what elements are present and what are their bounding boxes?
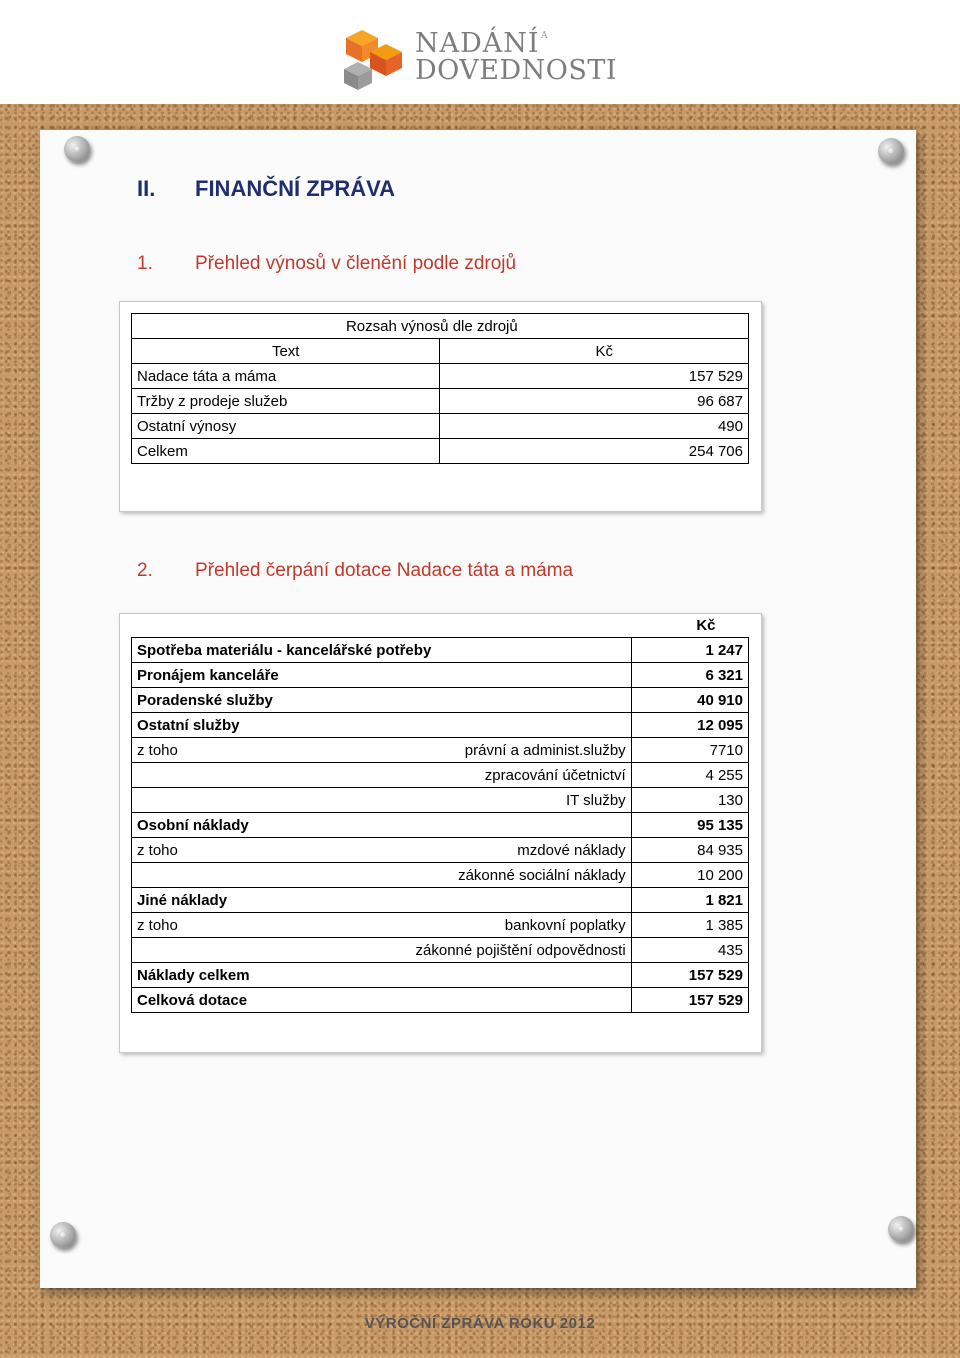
row-value: 6 321 — [631, 663, 748, 688]
row-label-cell — [132, 638, 632, 663]
section-title — [137, 176, 395, 202]
row-label-cell — [132, 938, 632, 963]
table-row — [132, 888, 749, 913]
row-label-cell — [132, 763, 632, 788]
row-label: Spotřeba materiálu - kancelářské potřeby — [137, 641, 432, 659]
table-row — [132, 439, 749, 464]
table-row — [132, 763, 749, 788]
pin-icon — [64, 136, 90, 162]
row-label-cell — [132, 863, 632, 888]
row-value: 40 910 — [631, 688, 748, 713]
table-row — [132, 663, 749, 688]
row-label-cell — [132, 663, 632, 688]
table-row — [132, 788, 749, 813]
row-label: Náklady celkem — [137, 966, 250, 984]
row-sublabel: mzdové náklady — [517, 841, 626, 859]
table-row — [132, 713, 749, 738]
row-value: 4 255 — [631, 763, 748, 788]
subsection-2-title — [137, 560, 573, 582]
row-sublabel: bankovní poplatky — [504, 916, 626, 934]
row-value: 254 706 — [440, 439, 749, 464]
row-value: 157 529 — [440, 364, 749, 389]
revenue-table — [131, 313, 749, 464]
table-row — [132, 364, 749, 389]
table-row — [132, 738, 749, 763]
subsection-2-text: Přehled čerpání dotace Nadace táta a máma — [195, 560, 574, 581]
footer-text: VÝROČNÍ ZPRÁVA ROKU 2012 — [364, 1315, 596, 1332]
row-value: 12 095 — [631, 713, 748, 738]
subsection-1-title — [137, 253, 516, 275]
row-value: 1 247 — [631, 638, 748, 663]
pin-icon — [888, 1216, 914, 1242]
grant-usage-table — [131, 613, 749, 1013]
row-label-cell — [132, 738, 632, 763]
revenue-table-title: Rozsah výnosů dle zdrojů — [440, 314, 749, 339]
row-value: 435 — [631, 938, 748, 963]
table-row — [132, 838, 749, 863]
row-sublabel: zákonné sociální náklady — [458, 866, 626, 884]
col-header-text: Text — [132, 339, 440, 364]
table-row — [132, 913, 749, 938]
row-label: Ostatní služby — [137, 716, 240, 734]
table-row — [132, 938, 749, 963]
table-row — [132, 813, 749, 838]
row-label: Nadace táta a máma — [132, 364, 440, 389]
row-value: 96 687 — [440, 389, 749, 414]
row-label: Pronájem kanceláře — [137, 666, 279, 684]
col-header-kc: Kč — [440, 339, 749, 364]
table-row — [132, 638, 749, 663]
row-label: Celkem — [132, 439, 440, 464]
logo-line2: DOVEDNOSTI — [415, 55, 618, 86]
table-row — [132, 389, 749, 414]
row-label: z toho — [137, 841, 178, 859]
row-label-cell — [132, 913, 632, 938]
row-sublabel: právní a administ.služby — [464, 741, 626, 759]
row-value: 1 821 — [631, 888, 748, 913]
section-title-text: FINANČNÍ ZPRÁVA — [195, 176, 396, 201]
row-label: Ostatní výnosy — [132, 414, 440, 439]
row-value: 490 — [440, 414, 749, 439]
row-label: z toho — [137, 916, 178, 934]
row-value: 157 529 — [631, 988, 748, 1013]
row-sublabel: zpracování účetnictví — [484, 766, 626, 784]
row-label: Tržby z prodeje služeb — [132, 389, 440, 414]
logo-line1: NADÁNÍ — [415, 28, 540, 59]
row-value: 84 935 — [631, 838, 748, 863]
header — [0, 0, 960, 104]
logo-superscript: A — [541, 31, 548, 41]
row-label-cell — [132, 988, 632, 1013]
row-label: Osobní náklady — [137, 816, 249, 834]
row-value: 130 — [631, 788, 748, 813]
subsection-1-number: 1. — [137, 253, 153, 274]
col-header-kc: Kč — [696, 616, 716, 634]
table-row — [132, 414, 749, 439]
table-row — [132, 863, 749, 888]
table-row — [132, 988, 749, 1013]
row-label-cell — [132, 688, 632, 713]
pin-icon — [878, 138, 904, 164]
subsection-1-text: Přehled výnosů v členění podle zdrojů — [195, 253, 517, 274]
row-label-cell — [132, 713, 632, 738]
row-value: 10 200 — [631, 863, 748, 888]
row-sublabel: IT služby — [565, 791, 626, 809]
row-label: Jiné náklady — [137, 891, 228, 909]
row-label-cell — [132, 963, 632, 988]
logo-text — [415, 30, 617, 84]
table-row — [132, 688, 749, 713]
pin-icon — [50, 1222, 76, 1248]
row-value: 7710 — [631, 738, 748, 763]
row-label-cell — [132, 838, 632, 863]
logo-cubes-icon — [340, 26, 410, 92]
section-number: II. — [137, 176, 156, 201]
row-label: Poradenské služby — [137, 691, 273, 709]
row-value: 157 529 — [631, 963, 748, 988]
row-value: 95 135 — [631, 813, 748, 838]
row-label-cell — [132, 888, 632, 913]
row-label-cell — [132, 813, 632, 838]
subsection-2-number: 2. — [137, 560, 153, 581]
row-label: z toho — [137, 741, 178, 759]
row-value: 1 385 — [631, 913, 748, 938]
table-row — [132, 963, 749, 988]
row-label: Celková dotace — [137, 991, 248, 1009]
row-label-cell — [132, 788, 632, 813]
row-sublabel: zákonné pojištění odpovědnosti — [415, 941, 626, 959]
